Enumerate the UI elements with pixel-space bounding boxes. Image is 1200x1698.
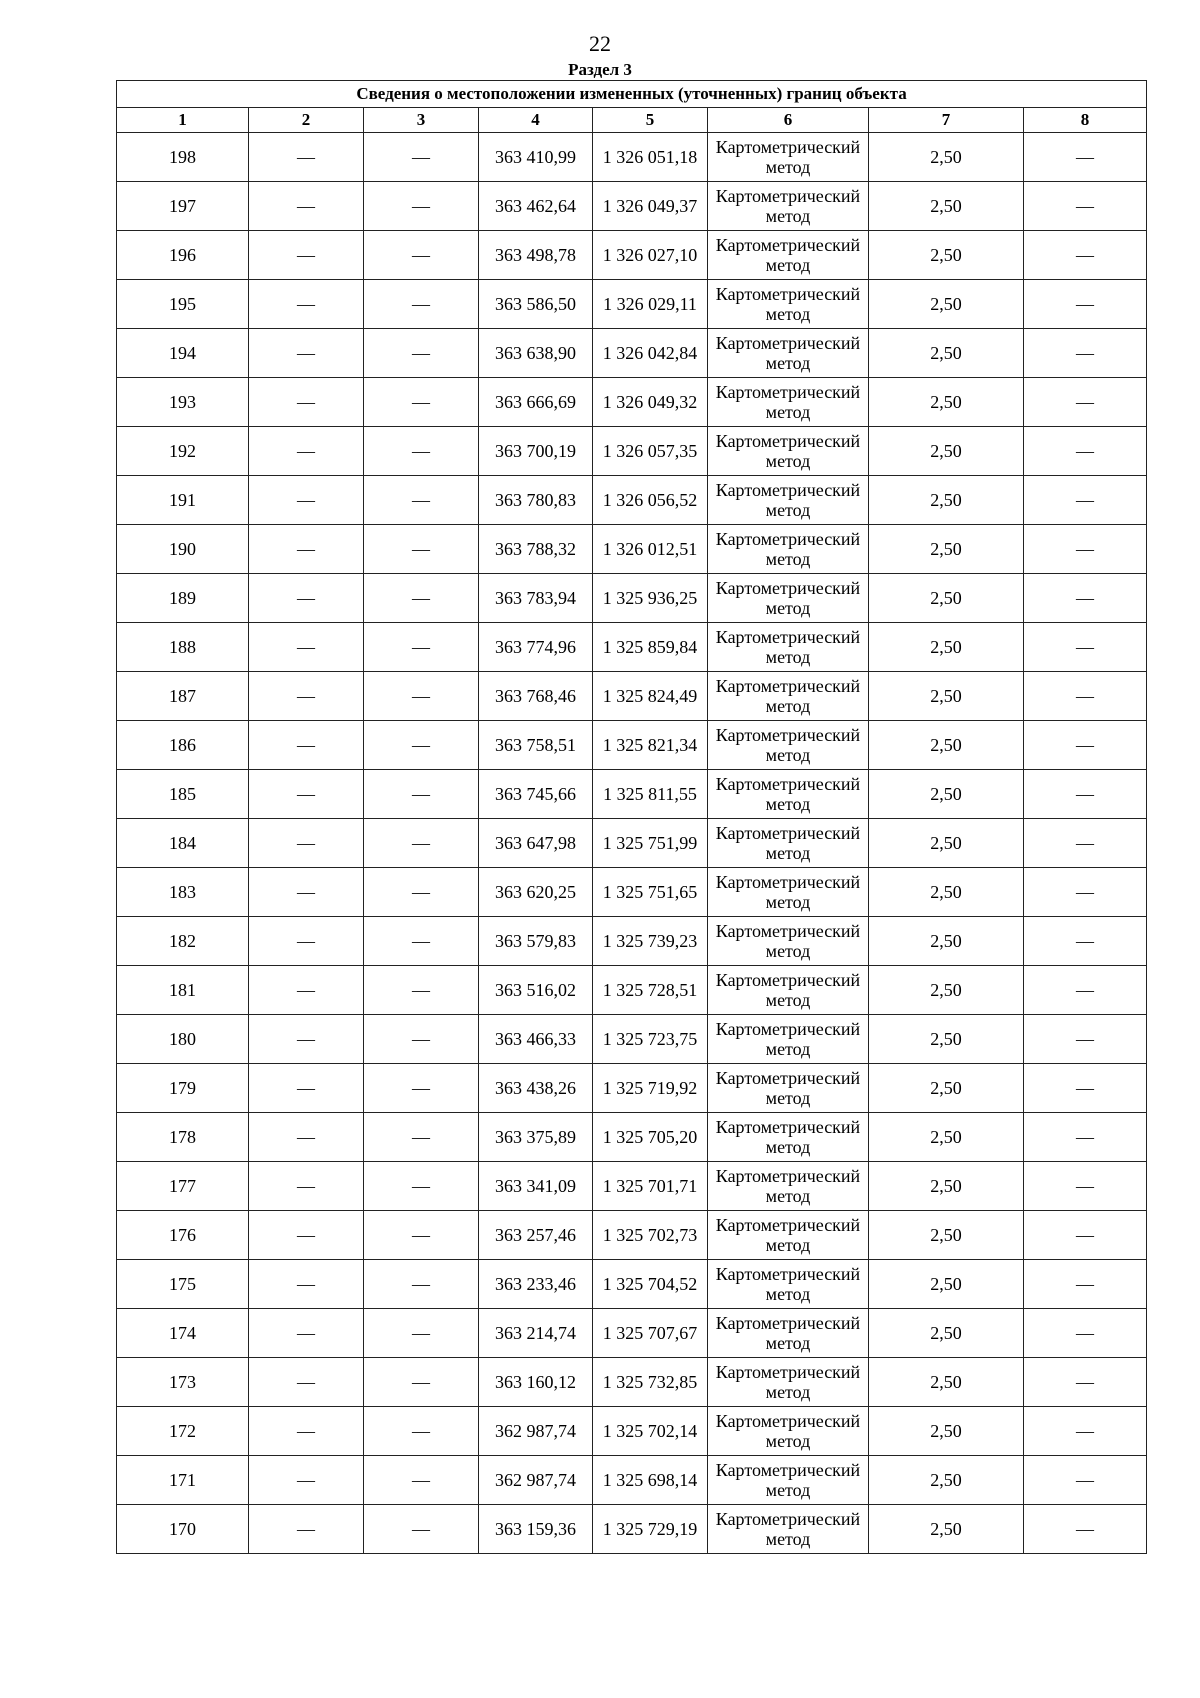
table-row	[117, 917, 1147, 966]
point-number-cell: 193	[117, 378, 249, 427]
table-row	[117, 574, 1147, 623]
x-coordinate-cell: 362 987,74	[479, 1407, 593, 1456]
method-cell: Картометрический метод	[708, 1064, 869, 1113]
y-coordinate-cell: 1 325 702,73	[593, 1211, 708, 1260]
x-coordinate-cell: 363 788,32	[479, 525, 593, 574]
point-number-cell: 186	[117, 721, 249, 770]
x-coordinate-cell: 363 233,46	[479, 1260, 593, 1309]
x-coordinate-cell: 363 780,83	[479, 476, 593, 525]
dash-cell: —	[249, 574, 364, 623]
table-row	[117, 672, 1147, 721]
accuracy-cell: 2,50	[869, 819, 1024, 868]
accuracy-cell: 2,50	[869, 133, 1024, 182]
x-coordinate-cell: 363 214,74	[479, 1309, 593, 1358]
dash-cell: —	[364, 1358, 479, 1407]
accuracy-cell: 2,50	[869, 378, 1024, 427]
y-coordinate-cell: 1 325 729,19	[593, 1505, 708, 1554]
dash-cell: —	[249, 623, 364, 672]
dash-cell: —	[364, 378, 479, 427]
x-coordinate-cell: 362 987,74	[479, 1456, 593, 1505]
method-cell: Картометрический метод	[708, 917, 869, 966]
method-cell: Картометрический метод	[708, 672, 869, 721]
point-number-cell: 194	[117, 329, 249, 378]
y-coordinate-cell: 1 326 012,51	[593, 525, 708, 574]
y-coordinate-cell: 1 326 029,11	[593, 280, 708, 329]
column-number: 7	[869, 108, 1024, 133]
method-cell: Картометрический метод	[708, 378, 869, 427]
column-number: 8	[1024, 108, 1147, 133]
dash-cell: —	[249, 1407, 364, 1456]
point-number-cell: 198	[117, 133, 249, 182]
x-coordinate-cell: 363 375,89	[479, 1113, 593, 1162]
accuracy-cell: 2,50	[869, 1015, 1024, 1064]
table-row	[117, 868, 1147, 917]
accuracy-cell: 2,50	[869, 476, 1024, 525]
table-row	[117, 721, 1147, 770]
method-cell: Картометрический метод	[708, 427, 869, 476]
y-coordinate-cell: 1 325 824,49	[593, 672, 708, 721]
dash-cell: —	[364, 721, 479, 770]
point-number-cell: 192	[117, 427, 249, 476]
dash-cell: —	[364, 1162, 479, 1211]
dash-cell: —	[1024, 574, 1147, 623]
accuracy-cell: 2,50	[869, 1407, 1024, 1456]
dash-cell: —	[1024, 476, 1147, 525]
y-coordinate-cell: 1 326 027,10	[593, 231, 708, 280]
dash-cell: —	[364, 623, 479, 672]
column-number: 6	[708, 108, 869, 133]
point-number-cell: 197	[117, 182, 249, 231]
method-cell: Картометрический метод	[708, 1113, 869, 1162]
dash-cell: —	[1024, 770, 1147, 819]
dash-cell: —	[1024, 623, 1147, 672]
method-cell: Картометрический метод	[708, 182, 869, 231]
dash-cell: —	[249, 182, 364, 231]
dash-cell: —	[249, 1358, 364, 1407]
point-number-cell: 179	[117, 1064, 249, 1113]
point-number-cell: 188	[117, 623, 249, 672]
accuracy-cell: 2,50	[869, 1113, 1024, 1162]
dash-cell: —	[249, 819, 364, 868]
column-number-row	[117, 108, 1147, 133]
section-title: Раздел 3	[568, 60, 632, 79]
point-number-cell: 172	[117, 1407, 249, 1456]
dash-cell: —	[364, 1505, 479, 1554]
dash-cell: —	[1024, 917, 1147, 966]
dash-cell: —	[1024, 819, 1147, 868]
dash-cell: —	[249, 868, 364, 917]
table-row	[117, 133, 1147, 182]
dash-cell: —	[249, 427, 364, 476]
table-row	[117, 525, 1147, 574]
point-number-cell: 177	[117, 1162, 249, 1211]
dash-cell: —	[249, 280, 364, 329]
accuracy-cell: 2,50	[869, 770, 1024, 819]
dash-cell: —	[364, 819, 479, 868]
dash-cell: —	[364, 1015, 479, 1064]
point-number-cell: 175	[117, 1260, 249, 1309]
dash-cell: —	[364, 1211, 479, 1260]
x-coordinate-cell: 363 160,12	[479, 1358, 593, 1407]
accuracy-cell: 2,50	[869, 917, 1024, 966]
y-coordinate-cell: 1 325 859,84	[593, 623, 708, 672]
dash-cell: —	[1024, 1064, 1147, 1113]
x-coordinate-cell: 363 783,94	[479, 574, 593, 623]
accuracy-cell: 2,50	[869, 1162, 1024, 1211]
point-number-cell: 184	[117, 819, 249, 868]
y-coordinate-cell: 1 325 704,52	[593, 1260, 708, 1309]
point-number-cell: 191	[117, 476, 249, 525]
y-coordinate-cell: 1 325 751,65	[593, 868, 708, 917]
dash-cell: —	[364, 1260, 479, 1309]
table-row	[117, 623, 1147, 672]
x-coordinate-cell: 363 257,46	[479, 1211, 593, 1260]
x-coordinate-cell: 363 758,51	[479, 721, 593, 770]
x-coordinate-cell: 363 586,50	[479, 280, 593, 329]
x-coordinate-cell: 363 579,83	[479, 917, 593, 966]
y-coordinate-cell: 1 325 707,67	[593, 1309, 708, 1358]
x-coordinate-cell: 363 410,99	[479, 133, 593, 182]
y-coordinate-cell: 1 325 732,85	[593, 1358, 708, 1407]
dash-cell: —	[249, 1015, 364, 1064]
table-row	[117, 378, 1147, 427]
dash-cell: —	[1024, 868, 1147, 917]
y-coordinate-cell: 1 325 719,92	[593, 1064, 708, 1113]
y-coordinate-cell: 1 325 701,71	[593, 1162, 708, 1211]
dash-cell: —	[364, 770, 479, 819]
dash-cell: —	[249, 672, 364, 721]
table-row	[117, 1015, 1147, 1064]
dash-cell: —	[249, 721, 364, 770]
column-number: 4	[479, 108, 593, 133]
dash-cell: —	[1024, 1309, 1147, 1358]
method-cell: Картометрический метод	[708, 1260, 869, 1309]
accuracy-cell: 2,50	[869, 721, 1024, 770]
accuracy-cell: 2,50	[869, 1211, 1024, 1260]
x-coordinate-cell: 363 666,69	[479, 378, 593, 427]
method-cell: Картометрический метод	[708, 770, 869, 819]
method-cell: Картометрический метод	[708, 280, 869, 329]
point-number-cell: 187	[117, 672, 249, 721]
accuracy-cell: 2,50	[869, 1260, 1024, 1309]
y-coordinate-cell: 1 325 723,75	[593, 1015, 708, 1064]
dash-cell: —	[364, 133, 479, 182]
dash-cell: —	[1024, 672, 1147, 721]
dash-cell: —	[249, 1162, 364, 1211]
table-row	[117, 1407, 1147, 1456]
accuracy-cell: 2,50	[869, 623, 1024, 672]
table-row	[117, 329, 1147, 378]
dash-cell: —	[364, 1456, 479, 1505]
point-number-cell: 196	[117, 231, 249, 280]
dash-cell: —	[1024, 1162, 1147, 1211]
x-coordinate-cell: 363 647,98	[479, 819, 593, 868]
dash-cell: —	[1024, 966, 1147, 1015]
table-row	[117, 1309, 1147, 1358]
table-body	[117, 133, 1147, 1554]
y-coordinate-cell: 1 326 057,35	[593, 427, 708, 476]
table-row	[117, 819, 1147, 868]
method-cell: Картометрический метод	[708, 329, 869, 378]
method-cell: Картометрический метод	[708, 721, 869, 770]
accuracy-cell: 2,50	[869, 231, 1024, 280]
dash-cell: —	[249, 378, 364, 427]
point-number-cell: 178	[117, 1113, 249, 1162]
y-coordinate-cell: 1 325 751,99	[593, 819, 708, 868]
point-number-cell: 183	[117, 868, 249, 917]
column-number: 2	[249, 108, 364, 133]
dash-cell: —	[364, 1309, 479, 1358]
dash-cell: —	[1024, 378, 1147, 427]
dash-cell: —	[249, 917, 364, 966]
method-cell: Картометрический метод	[708, 1211, 869, 1260]
point-number-cell: 189	[117, 574, 249, 623]
accuracy-cell: 2,50	[869, 1505, 1024, 1554]
point-number-cell: 195	[117, 280, 249, 329]
dash-cell: —	[1024, 1407, 1147, 1456]
table-row	[117, 280, 1147, 329]
table-row	[117, 1162, 1147, 1211]
accuracy-cell: 2,50	[869, 525, 1024, 574]
x-coordinate-cell: 363 638,90	[479, 329, 593, 378]
dash-cell: —	[1024, 1260, 1147, 1309]
dash-cell: —	[249, 1113, 364, 1162]
y-coordinate-cell: 1 326 049,32	[593, 378, 708, 427]
dash-cell: —	[364, 1064, 479, 1113]
point-number-cell: 190	[117, 525, 249, 574]
method-cell: Картометрический метод	[708, 1505, 869, 1554]
method-cell: Картометрический метод	[708, 1407, 869, 1456]
dash-cell: —	[249, 231, 364, 280]
table-row	[117, 1505, 1147, 1554]
point-number-cell: 180	[117, 1015, 249, 1064]
boundary-coordinates-table	[116, 80, 1147, 1554]
accuracy-cell: 2,50	[869, 329, 1024, 378]
method-cell: Картометрический метод	[708, 525, 869, 574]
y-coordinate-cell: 1 326 051,18	[593, 133, 708, 182]
dash-cell: —	[249, 770, 364, 819]
x-coordinate-cell: 363 159,36	[479, 1505, 593, 1554]
x-coordinate-cell: 363 498,78	[479, 231, 593, 280]
x-coordinate-cell: 363 745,66	[479, 770, 593, 819]
dash-cell: —	[1024, 231, 1147, 280]
dash-cell: —	[1024, 329, 1147, 378]
point-number-cell: 170	[117, 1505, 249, 1554]
table-row	[117, 231, 1147, 280]
point-number-cell: 185	[117, 770, 249, 819]
method-cell: Картометрический метод	[708, 1456, 869, 1505]
dash-cell: —	[1024, 1456, 1147, 1505]
dash-cell: —	[364, 182, 479, 231]
accuracy-cell: 2,50	[869, 1064, 1024, 1113]
dash-cell: —	[364, 476, 479, 525]
dash-cell: —	[1024, 525, 1147, 574]
dash-cell: —	[364, 574, 479, 623]
x-coordinate-cell: 363 774,96	[479, 623, 593, 672]
table-row	[117, 1211, 1147, 1260]
method-cell: Картометрический метод	[708, 1015, 869, 1064]
column-number: 3	[364, 108, 479, 133]
dash-cell: —	[1024, 1211, 1147, 1260]
x-coordinate-cell: 363 700,19	[479, 427, 593, 476]
y-coordinate-cell: 1 325 728,51	[593, 966, 708, 1015]
accuracy-cell: 2,50	[869, 1358, 1024, 1407]
table-row	[117, 1260, 1147, 1309]
dash-cell: —	[1024, 1015, 1147, 1064]
dash-cell: —	[1024, 1113, 1147, 1162]
y-coordinate-cell: 1 325 936,25	[593, 574, 708, 623]
y-coordinate-cell: 1 325 821,34	[593, 721, 708, 770]
method-cell: Картометрический метод	[708, 1162, 869, 1211]
y-coordinate-cell: 1 325 702,14	[593, 1407, 708, 1456]
y-coordinate-cell: 1 326 042,84	[593, 329, 708, 378]
dash-cell: —	[364, 427, 479, 476]
y-coordinate-cell: 1 326 056,52	[593, 476, 708, 525]
x-coordinate-cell: 363 341,09	[479, 1162, 593, 1211]
accuracy-cell: 2,50	[869, 1456, 1024, 1505]
point-number-cell: 181	[117, 966, 249, 1015]
dash-cell: —	[364, 868, 479, 917]
dash-cell: —	[249, 525, 364, 574]
dash-cell: —	[249, 1309, 364, 1358]
method-cell: Картометрический метод	[708, 623, 869, 672]
y-coordinate-cell: 1 325 705,20	[593, 1113, 708, 1162]
column-number: 1	[117, 108, 249, 133]
dash-cell: —	[249, 1505, 364, 1554]
dash-cell: —	[249, 966, 364, 1015]
accuracy-cell: 2,50	[869, 868, 1024, 917]
dash-cell: —	[249, 476, 364, 525]
dash-cell: —	[249, 133, 364, 182]
point-number-cell: 174	[117, 1309, 249, 1358]
dash-cell: —	[364, 231, 479, 280]
x-coordinate-cell: 363 462,64	[479, 182, 593, 231]
y-coordinate-cell: 1 325 739,23	[593, 917, 708, 966]
dash-cell: —	[249, 1211, 364, 1260]
dash-cell: —	[364, 672, 479, 721]
point-number-cell: 182	[117, 917, 249, 966]
y-coordinate-cell: 1 325 811,55	[593, 770, 708, 819]
point-number-cell: 171	[117, 1456, 249, 1505]
dash-cell: —	[1024, 280, 1147, 329]
method-cell: Картометрический метод	[708, 574, 869, 623]
point-number-cell: 173	[117, 1358, 249, 1407]
dash-cell: —	[364, 329, 479, 378]
method-cell: Картометрический метод	[708, 868, 869, 917]
method-cell: Картометрический метод	[708, 133, 869, 182]
table-row	[117, 770, 1147, 819]
x-coordinate-cell: 363 466,33	[479, 1015, 593, 1064]
accuracy-cell: 2,50	[869, 966, 1024, 1015]
method-cell: Картометрический метод	[708, 1309, 869, 1358]
dash-cell: —	[364, 280, 479, 329]
table-row	[117, 1456, 1147, 1505]
dash-cell: —	[1024, 182, 1147, 231]
page-number: 22	[589, 31, 611, 56]
method-cell: Картометрический метод	[708, 231, 869, 280]
dash-cell: —	[249, 1260, 364, 1309]
dash-cell: —	[249, 329, 364, 378]
dash-cell: —	[1024, 133, 1147, 182]
dash-cell: —	[249, 1064, 364, 1113]
accuracy-cell: 2,50	[869, 672, 1024, 721]
table-caption: Сведения о местоположении измененных (уточненных) границ объекта	[117, 81, 1147, 108]
method-cell: Картометрический метод	[708, 819, 869, 868]
x-coordinate-cell: 363 768,46	[479, 672, 593, 721]
table-row	[117, 966, 1147, 1015]
table-row	[117, 182, 1147, 231]
dash-cell: —	[364, 966, 479, 1015]
dash-cell: —	[364, 1113, 479, 1162]
method-cell: Картометрический метод	[708, 966, 869, 1015]
dash-cell: —	[1024, 1505, 1147, 1554]
dash-cell: —	[249, 1456, 364, 1505]
table-row	[117, 1358, 1147, 1407]
y-coordinate-cell: 1 326 049,37	[593, 182, 708, 231]
column-number: 5	[593, 108, 708, 133]
table-row	[117, 476, 1147, 525]
table-row	[117, 427, 1147, 476]
accuracy-cell: 2,50	[869, 280, 1024, 329]
dash-cell: —	[364, 1407, 479, 1456]
accuracy-cell: 2,50	[869, 1309, 1024, 1358]
x-coordinate-cell: 363 620,25	[479, 868, 593, 917]
method-cell: Картометрический метод	[708, 476, 869, 525]
dash-cell: —	[1024, 427, 1147, 476]
accuracy-cell: 2,50	[869, 427, 1024, 476]
accuracy-cell: 2,50	[869, 182, 1024, 231]
method-cell: Картометрический метод	[708, 1358, 869, 1407]
x-coordinate-cell: 363 438,26	[479, 1064, 593, 1113]
dash-cell: —	[1024, 721, 1147, 770]
dash-cell: —	[1024, 1358, 1147, 1407]
table-row	[117, 1064, 1147, 1113]
accuracy-cell: 2,50	[869, 574, 1024, 623]
dash-cell: —	[364, 525, 479, 574]
point-number-cell: 176	[117, 1211, 249, 1260]
y-coordinate-cell: 1 325 698,14	[593, 1456, 708, 1505]
dash-cell: —	[364, 917, 479, 966]
table-row	[117, 1113, 1147, 1162]
x-coordinate-cell: 363 516,02	[479, 966, 593, 1015]
